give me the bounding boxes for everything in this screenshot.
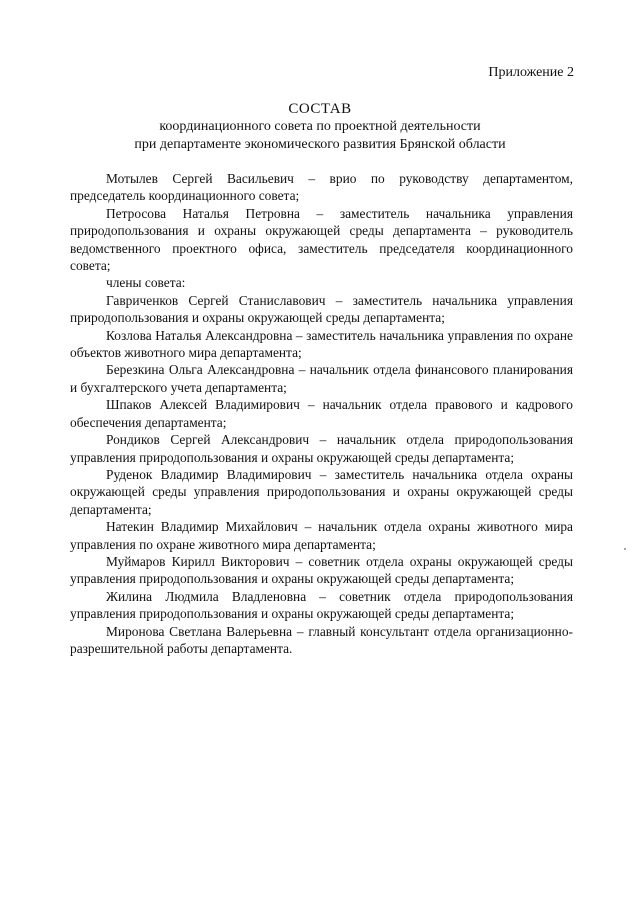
member-chairman: Мотылев Сергей Васильевич – врио по руководству департаментом, председатель координационного совета; [70, 171, 573, 204]
title-subline-2: при департаменте экономического развития Брянской области [134, 137, 506, 152]
document-title: СОСТАВ [288, 101, 352, 117]
title-block [66, 100, 574, 154]
appendix-label: Приложение 2 [488, 65, 574, 80]
member-entry: Жилина Людмила Владленовна – советник отдела природопользования управления природопользования и охраны окружающей среды департамента; [70, 588, 573, 622]
member-entry: Муймаров Кирилл Викторович – советник отдела охраны окружающей среды управления природопользования и охраны окружающей среды департамента; [70, 553, 573, 587]
member-entry: Гавриченков Сергей Станиславович – заместитель начальника управления природопользования и охраны окружающей среды департамента; [70, 292, 573, 326]
member-entry: Березкина Ольга Александровна – начальник отдела финансового планирования и бухгалтерского учета департамента; [70, 362, 573, 395]
scan-speck [624, 548, 626, 550]
member-entry: Козлова Наталья Александровна – заместитель начальника управления по охране объектов животного мира департамента; [70, 327, 573, 361]
member-entry: Руденок Владимир Владимирович – заместитель начальника отдела охраны окружающей среды управления природопользования и охраны окружающей среды департамента; [70, 466, 573, 517]
member-deputy-chairman: Петросова Наталья Петровна – заместитель начальника управления природопользования и охраны окружающей среды департамента – руководитель ведомственного проектного офиса, заместитель председателя координационного совета; [70, 205, 573, 274]
title-subline-1: координационного совета по проектной деятельности [159, 119, 481, 134]
member-entry: Рондиков Сергей Александрович – начальник отдела природопользования управления природопользования и охраны окружающей среды департамента; [70, 432, 573, 465]
members-heading: члены совета: [106, 275, 186, 291]
member-entry: Миронова Светлана Валерьевна – главный консультант отдела организационно-разрешительной работы департамента. [70, 623, 573, 656]
member-entry: Натекин Владимир Михайлович – начальник отдела охраны животного мира управления по охране животного мира департамента; [70, 519, 573, 552]
member-entry: Шпаков Алексей Владимирович – начальник отдела правового и кадрового обеспечения департамента; [70, 397, 573, 430]
member-list [70, 170, 573, 657]
